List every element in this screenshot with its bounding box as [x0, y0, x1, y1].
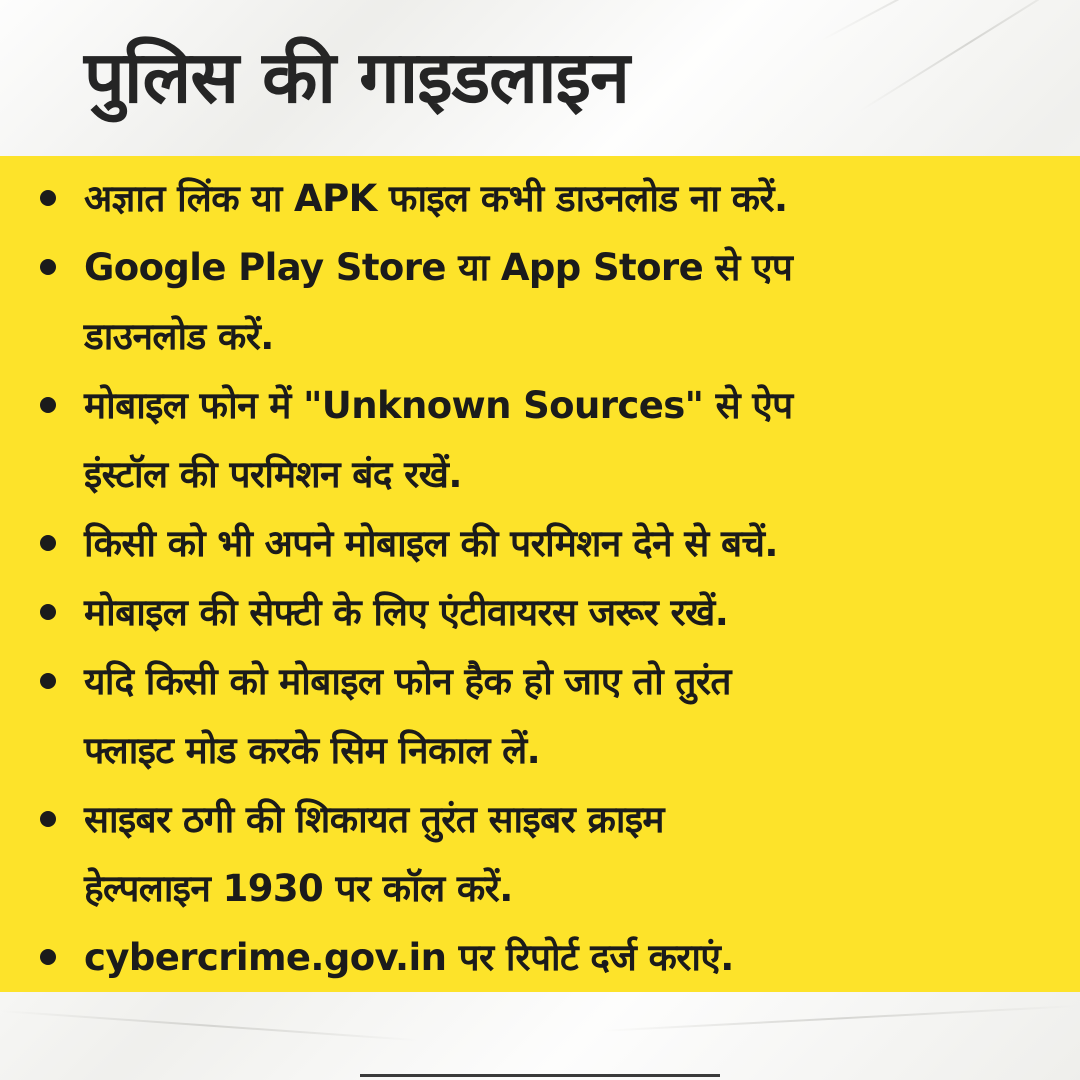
paper-crease [859, 0, 1080, 112]
bullet-icon [40, 190, 56, 206]
list-item [0, 371, 1080, 509]
guideline-text: डाउनलोड करें. [84, 315, 274, 358]
bullet-icon [40, 259, 56, 275]
paper-crease [600, 1005, 1079, 1032]
bottom-divider [360, 1074, 720, 1077]
list-item [0, 164, 1080, 233]
bullet-icon [40, 811, 56, 827]
guideline-text: मोबाइल की सेफ्टी के लिए एंटीवायरस जरूर रखें. [84, 591, 729, 634]
guideline-text: साइबर ठगी की शिकायत तुरंत साइबर क्राइम [84, 798, 664, 841]
guideline-text: अज्ञात लिंक या APK फाइल कभी डाउनलोड ना करें. [84, 177, 788, 220]
list-item [0, 233, 1080, 371]
guideline-text: यदि किसी को मोबाइल फोन हैक हो जाए तो तुरंत [84, 660, 731, 703]
list-item [0, 509, 1080, 578]
list-item [0, 785, 1080, 923]
guideline-text: Google Play Store या App Store से एप [84, 246, 793, 289]
bullet-icon [40, 673, 56, 689]
bullet-icon [40, 604, 56, 620]
guideline-text: हेल्पलाइन 1930 पर कॉल करें. [84, 867, 513, 910]
guideline-text: किसी को भी अपने मोबाइल की परमिशन देने से बचें. [84, 522, 778, 565]
guideline-text: फ्लाइट मोड करके सिम निकाल लें. [84, 729, 541, 772]
guideline-list [0, 164, 1080, 992]
paper-crease [820, 0, 1080, 42]
guideline-text: cybercrime.gov.in पर रिपोर्ट दर्ज कराएं. [84, 936, 734, 979]
bullet-icon [40, 397, 56, 413]
guideline-text: इंस्टॉल की परमिशन बंद रखें. [84, 453, 462, 496]
bullet-icon [40, 535, 56, 551]
bullet-icon [40, 949, 56, 965]
page-title: पुलिस की गाइडलाइन [84, 35, 629, 119]
guideline-text: मोबाइल फोन में "Unknown Sources" से ऐप [84, 384, 793, 427]
list-item [0, 647, 1080, 785]
list-item [0, 923, 1080, 992]
paper-crease [0, 1010, 419, 1041]
list-item [0, 578, 1080, 647]
